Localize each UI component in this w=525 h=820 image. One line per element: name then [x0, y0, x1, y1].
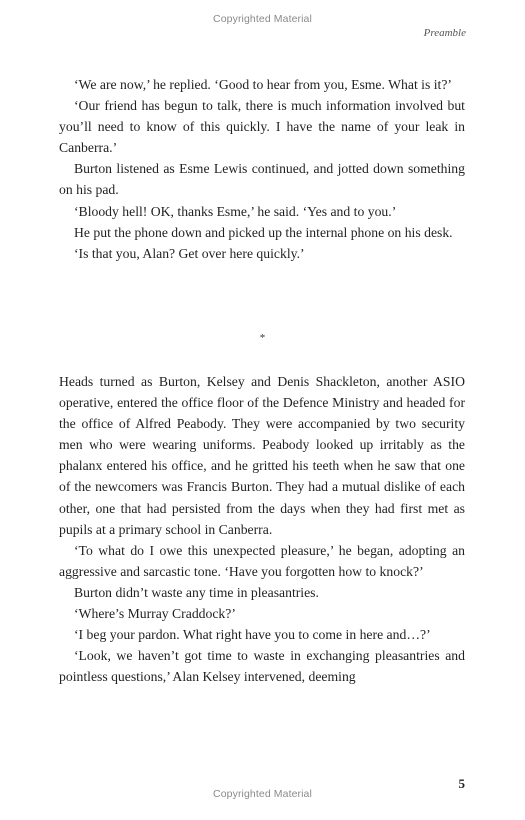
paragraph: ‘I beg your pardon. What right have you to come in here and…?’ — [74, 627, 431, 643]
page-number: 5 — [458, 776, 465, 791]
paragraph: Burton didn’t waste any time in pleasantries. — [74, 584, 319, 600]
paragraph: ‘Where’s Murray Craddock?’ — [74, 606, 236, 622]
paragraph: ‘To what do I owe this unexpected pleasure,’ he began, adopting an aggressive and sarcastic tone. ‘Have you forgotten how to knock?’ — [59, 542, 465, 579]
copyright-notice-bottom: Copyrighted Material — [213, 788, 312, 800]
paragraph: ‘Bloody hell! OK, thanks Esme,’ he said. ‘Yes and to you.’ — [74, 203, 397, 219]
copyright-notice-top: Copyrighted Material — [213, 13, 312, 25]
paragraph: ‘Is that you, Alan? Get over here quickly.’ — [74, 245, 305, 261]
paragraph: He put the phone down and picked up the internal phone on his desk. — [74, 224, 453, 240]
paragraph: ‘Look, we haven’t got time to waste in exchanging pleasantries and pointless questions,’ Alan Kelsey intervened, deeming — [59, 648, 465, 685]
paragraph: ‘We are now,’ he replied. ‘Good to hear from you, Esme. What is it?’ — [74, 77, 452, 92]
running-head: Preamble — [423, 27, 466, 39]
paragraph: ‘Our friend has begun to talk, there is much information involved but you’ll need to know of this quickly. I have the name of your leak in Canberra.’ — [59, 98, 465, 156]
paragraph: Heads turned as Burton, Kelsey and Denis Shackleton, another ASIO operative, entered the office floor of the Defence Ministry and headed for the office of Alfred Peabody. They were accompanied by two security men who were wearing uniforms. Peabody looked up irritably as the phalanx entered his office, and he gritted his teeth when he saw that one of the newcomers was Francis Burton. They had a mutual dislike of each other, one that had persisted from the days when they had first met as pupils at a primary school in Canberra. — [59, 374, 465, 537]
section-separator: * — [259, 332, 266, 344]
text-block-1 — [59, 74, 465, 264]
paragraph: Burton listened as Esme Lewis continued, and jotted down something on his pad. — [59, 161, 465, 198]
text-block-2 — [59, 371, 465, 687]
